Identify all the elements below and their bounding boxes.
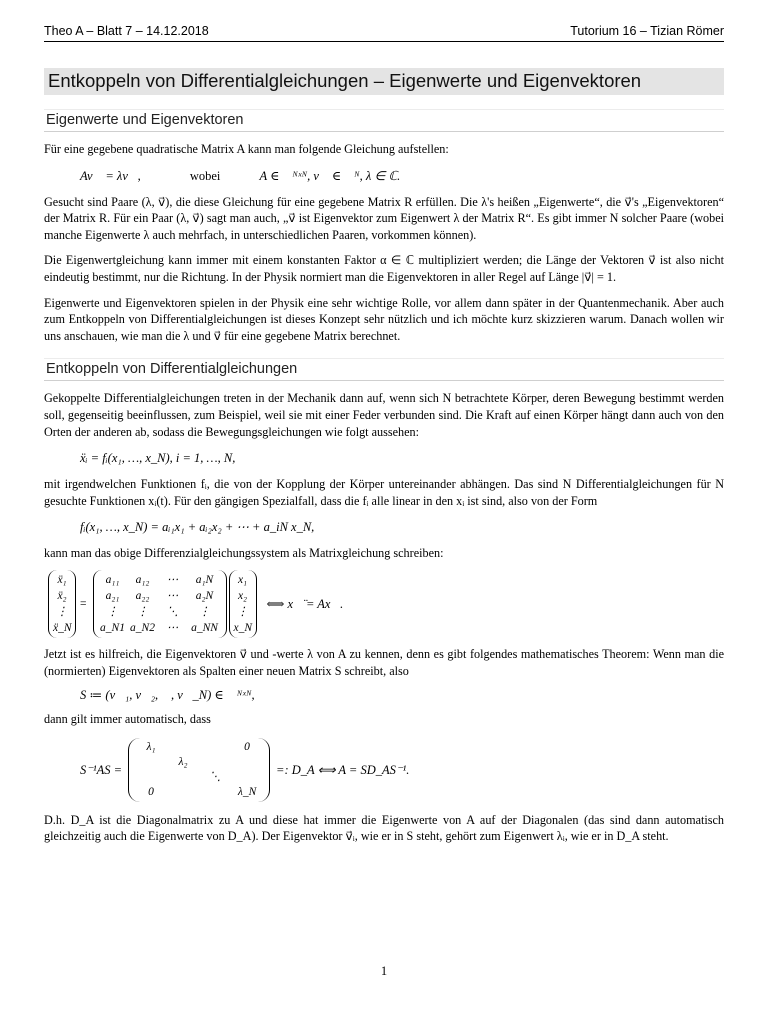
- matrix-cell: a₁N: [195, 573, 214, 586]
- matrix-cell: [167, 770, 199, 785]
- linear-form-equation: fᵢ(x₁, …, x_N) = aᵢ₁x₁ + aᵢ₂x₂ + ⋯ + a_iN x_N,: [80, 520, 315, 535]
- matrix-cell: a_N2: [130, 621, 155, 634]
- matrix-cell: ⋮: [106, 605, 119, 618]
- equation-of-motion: ẍᵢ = fᵢ(x₁, …, x_N), i = 1, …, N,: [80, 451, 236, 466]
- matrix-cell: [199, 755, 231, 770]
- paragraph-eigenpairs: Gesucht sind Paare (λ, v⃗), die diese Gleichung für eine gegebene Matrix R erfüllen. Die λ's heißen „Eigenwerte“, die v⃗'s „Eigenvektoren“ der Matrix R. Für ein Paar (λ, v⃗) sagt man auch, „v⃗ ist Eigenvektor zum Eigenwert λ der Matrix R“. Es gibt immer N solcher Paare (wobei manche Eigenwerte λ auch mehrfach, in unterschiedlichen Paaren, vorkommen können).: [44, 194, 724, 242]
- equation-s-matrix: S ≔ (v⃗₁, v⃗₂, ⋯, v⃗_N) ∈ ℂᴺˣᴺ,: [80, 688, 255, 703]
- matrix-cell: [199, 785, 231, 800]
- document-page: [44, 24, 724, 845]
- paragraph-normalization: Die Eigenwertgleichung kann immer mit einem konstanten Faktor α ∈ ℂ multipliziert werden; die Länge der Vektoren v⃗ ist also nicht eindeutig bestimmt, nur die Richtung. In der Physik normiert man die Eigenvektoren in aller Regel auf Länge |v⃗| = 1.: [44, 253, 724, 284]
- matrix-cell: ⋮: [198, 605, 211, 618]
- matrix-cell: λ₂: [178, 755, 188, 768]
- paragraph-functions: mit irgendwelchen Funktionen fᵢ, die von der Kopplung der Körper untereinander abhängen. Das sind N Differentialgleichungen für N gesuchte Funktionen xᵢ(t). Für den gängigen Spezialfall, dass die fᵢ alle linear in den xᵢ ist sind, also von der Form: [44, 477, 724, 508]
- diagonal-matrix: [128, 738, 270, 802]
- matrix-cell: [199, 740, 231, 755]
- matrix-cell: ⋱: [209, 770, 221, 783]
- matrix-equation: [48, 570, 724, 638]
- matrix-cell: a₂₁: [105, 589, 120, 602]
- matrix-equals-sign: =: [80, 597, 87, 610]
- matrix-cell: λ₁: [146, 740, 156, 753]
- page-number: 1: [380, 964, 388, 978]
- paragraph-theorem: Jetzt ist es hilfreich, die Eigenvektoren v⃗ und -werte λ von A zu kennen, denn es gibt folgendes mathematisches Theorem: Wenn man die (normierten) Eigenvektoren als Spalten einer neuen Matrix S schreibt, also: [44, 646, 724, 678]
- matrix-cell: ⋯: [166, 621, 179, 634]
- matrix-cell: ẍ_N: [53, 621, 72, 634]
- matrix-xddot: [48, 570, 76, 638]
- diagonalization-rhs: =: D_A ⟺ A = SD_AS⁻¹.: [276, 762, 410, 777]
- diagonalization-equation: [80, 738, 724, 802]
- matrix-cell: x₁: [237, 573, 248, 586]
- section-heading-eigenwerte: Eigenwerte und Eigenvektoren: [44, 109, 724, 132]
- matrix-cell: 0: [244, 740, 250, 753]
- matrix-cell: ⋯: [166, 573, 179, 586]
- paragraph-importance: Eigenwerte und Eigenvektoren spielen in der Physik eine sehr wichtige Rolle, vor allem dann später in der Quantenmechanik. Aber auch zum Entkoppeln von Differentialgleichungen ist dieses Konzept sehr nützlich und ich möchte kurz skizzieren warum. Danach wollen wir uns anschauen, wie man die λ und v⃗ für eine gegebene Matrix berechnet.: [44, 295, 724, 343]
- paragraph-diagonal-matrix: D.h. D_A ist die Diagonalmatrix zu A und diese hat immer die Eigenwerte von A auf der Diagonalen (das sind dann automatisch gleichzeitig auch die Eigenwerte von D_A). Der Eigenvektor v⃗ᵢ, wie er in S steht, gehört zum Eigenwert λᵢ, wie er in D_A steht.: [44, 812, 724, 844]
- matrix-cell: ⋮: [56, 605, 68, 618]
- header-left: Theo A – Blatt 7 – 14.12.2018: [44, 24, 209, 38]
- document-title: Entkoppeln von Differentialgleichungen – Eigenwerte und Eigenvektoren: [44, 68, 724, 95]
- matrix-cell: [231, 770, 263, 785]
- matrix-cell: [135, 755, 167, 770]
- matrix-cell: λ_N: [237, 785, 257, 798]
- matrix-cell: ẍ₁: [57, 573, 67, 586]
- matrix-cell: [135, 770, 167, 785]
- matrix-cell: a_NN: [191, 621, 218, 634]
- header-right: Tutorium 16 – Tizian Römer: [570, 24, 724, 38]
- paragraph-dann-gilt: dann gilt immer automatisch, dass: [44, 712, 211, 727]
- section-heading-entkoppeln: Entkoppeln von Differentialgleichungen: [44, 358, 724, 381]
- paragraph-coupled-odes: Gekoppelte Differentialgleichungen treten in der Mechanik dann auf, wenn sich N betrachtete Körper, deren Bewegung bestimmt werden soll, gegenseitig beeinflussen, zum Beispiel, weil sie mit einer Feder verbunden sind. Die Kraft auf einen Körper hängt dann auch von den Orten der anderen ab, sodass die Bewegungsgleichungen wie folgt aussehen:: [44, 391, 724, 439]
- matrix-a: [93, 570, 227, 638]
- matrix-cell: ⋮: [136, 605, 149, 618]
- matrix-cell: ẍ₂: [57, 589, 67, 602]
- diagonalization-lhs: S⁻¹AS =: [80, 762, 123, 777]
- page-header: [44, 24, 724, 42]
- matrix-equation-rhs: ⟺ x⃗̈ = Ax⃗.: [266, 596, 344, 611]
- matrix-cell: a_N1: [100, 621, 125, 634]
- matrix-cell: a₂₂: [135, 589, 150, 602]
- matrix-cell: ⋯: [166, 589, 179, 602]
- matrix-x: [229, 570, 257, 638]
- eigenvalue-equation-wobei: wobei: [189, 168, 221, 183]
- matrix-cell: a₂N: [195, 589, 214, 602]
- matrix-cell: ⋮: [236, 605, 249, 618]
- matrix-cell: [167, 740, 199, 755]
- eigenvalue-equation-left: Av⃗ = λv⃗,: [80, 168, 141, 183]
- matrix-cell: a₁₂: [135, 573, 150, 586]
- intro-paragraph: Für eine gegebene quadratische Matrix A kann man folgende Gleichung aufstellen:: [44, 142, 449, 156]
- paragraph-matrix-form: kann man das obige Differenzialgleichungssystem als Matrixgleichung schreiben:: [44, 546, 444, 561]
- eigenvalue-equation: [80, 167, 724, 185]
- matrix-cell: 0: [148, 785, 154, 798]
- eigenvalue-equation-right: A ∈ ℂᴺˣᴺ, v⃗ ∈ ℂᴺ, λ ∈ ℂ.: [259, 168, 401, 183]
- matrix-cell: x₂: [237, 589, 248, 602]
- matrix-cell: ⋱: [166, 605, 179, 618]
- matrix-cell: [167, 785, 199, 800]
- matrix-cell: [231, 755, 263, 770]
- matrix-cell: x_N: [233, 621, 253, 634]
- matrix-cell: a₁₁: [105, 573, 120, 586]
